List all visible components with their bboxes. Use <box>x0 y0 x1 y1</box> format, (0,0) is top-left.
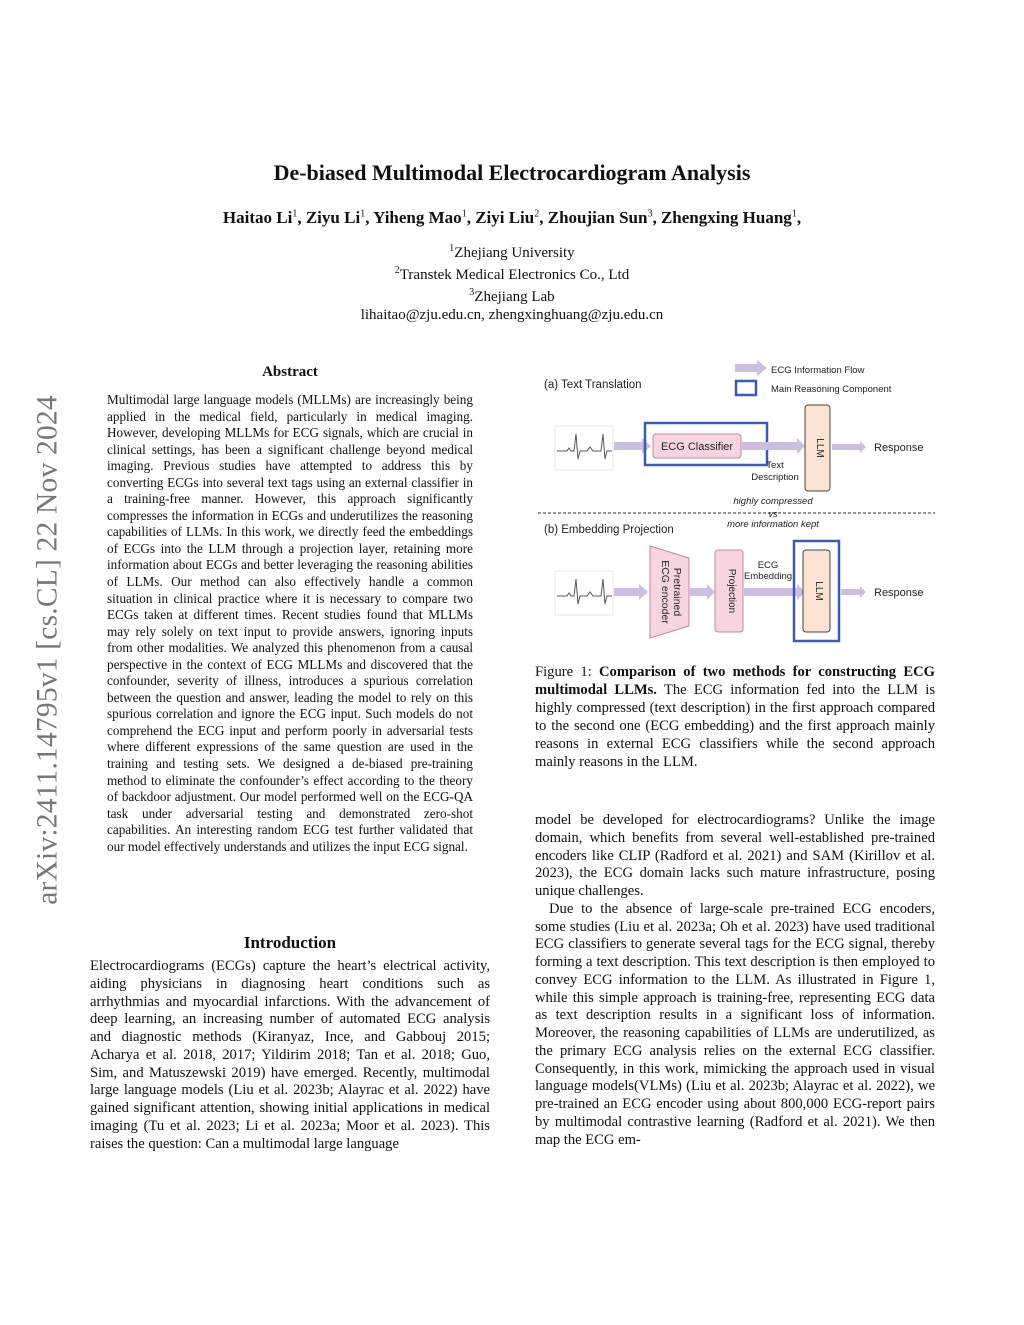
text-description-label: Text <box>766 460 784 471</box>
figure-1-diagram <box>535 355 935 655</box>
affiliation: $^3$Zhejiang Lab <box>469 287 555 305</box>
encoder-label: Pretrained <box>671 567 683 617</box>
introduction-text: Electrocardiograms (ECGs) capture the heart’s electrical activity, aiding physicians in diagnosing heart conditions such as arrhythmias and myocardial infarctions. With the advancement of deep learning, an increasing number of automated ECG analysis and diagnostic methods (Kiranyaz, Ince, and Gabbouj 2015; Acharya et al. 2018, 2017; Yildirim 2018; Tan et al. 2018; Guo, Sim, and Matuszewski 2019) have emerged. Recently, multimodal large language models (Liu et al. 2023b; Alayrac et al. 2022) have gained significant attention, showing initial applications in medical imaging (Tu et al. 2023; Li et al. 2023a; Moor et al. 2023). This raises the question: Can a multimodal large language <box>90 958 490 1152</box>
author: Yiheng Mao$^1$ <box>373 208 467 227</box>
author-list: Haitao Li$^1$, Ziyu Li$^1$, Yiheng Mao$^1$, Ziyi Liu$^2$, Zhoujian Sun$^3$, Zhengxing Huang$^1$, <box>222 208 802 227</box>
author: Haitao Li$^1$ <box>222 208 298 227</box>
figure-caption: Figure 1: Comparison of two methods for constructing ECG multimodal LLMs. The ECG information fed into the LLM is highly compressed (text description) in the first approach compared to the second one (ECG embedding) and the first approach mainly reasons in external ECG classifiers while the second approach mainly reasons in the LLM. <box>535 664 935 770</box>
legend-main-box <box>736 381 756 395</box>
response-arrow-a <box>832 441 866 453</box>
abstract-text: Multimodal large language models (MLLMs) are increasingly being applied in the medical field, particularly in medical imaging. However, developing MLLMs for ECG signals, which are crucial in clinical settings, has been a significant challenge beyond medical imaging. Previous studies have attempted to address this by converting ECGs into several text tags using an external classifier in a training-free manner. However, this approach significantly compresses the information in ECGs and underutilizes the reasoning capabilities of LLMs. In this work, we directly feed the embeddings of ECGs into the LLM through a projection layer, retaining more information about ECGs and better leveraging the reasoning abilities of LLMs. Our method can also effectively handle a common situation in clinical practice where it is necessary to compare two ECGs taken at different times. Recent studies found that MLLMs may rely solely on text input to provide answers, ignoring inputs from other modalities. We analyzed this phenomenon from a causal perspective in the context of ECG MLLMs and discovered that the confounder, severity of illness, introduces a spurious correlation between the question and answer, leading the model to rely on this spurious correlation and ignore the ECG input. Such models do not comprehend the ECG input and perform poorly in adversarial tests where different expressions of the same question are used in the training and testing sets. We designed a de-biased pre-training method to eliminate the confounder’s effect according to the theory of backdoor adjustment. Our model performed well on the ECG-QA task under adversarial testing and demonstrated zero-shot capabilities. An interesting random ECG test further validated that our model effectively understands and utilizes the input ECG signal. <box>107 392 473 854</box>
author: Zhengxing Huang$^1$ <box>660 208 797 227</box>
compressed-label: highly compressed <box>733 496 813 507</box>
arxiv-identifier: arXiv:2411.14795v1 [cs.CL] 22 Nov 2024 <box>31 395 64 905</box>
ecg-classifier-label: ECG Classifier <box>660 441 734 453</box>
legend-main-label: Main Reasoning Component <box>771 384 892 395</box>
author: Ziyu Li$^1$ <box>305 208 366 227</box>
flow-arrow-b1 <box>614 584 648 600</box>
introduction-heading: Introduction <box>243 933 337 952</box>
author-emails: lihaitao@zju.edu.cn, zhengxinghuang@zju.edu.cn <box>360 307 664 323</box>
legend-flow-arrow <box>735 360 767 376</box>
encoder-label: ECG encoder <box>659 560 671 624</box>
affiliation: $^2$Transtek Medical Electronics Co., Ltd <box>394 265 630 283</box>
ecg-signal-icon <box>555 571 613 615</box>
paragraph: Due to the absence of large-scale pre-trained ECG encoders, some studies (Liu et al. 2023a; Oh et al. 2023) have used traditional ECG classifiers to generate several tags for the ECG signal, thereby forming a text description. This text description is then employed to convey ECG information to the LLM. As illustrated in Figure 1, while this simple approach is training-free, representing ECG data as text description results in a significant loss of information. Moreover, the reasoning capabilities of LLMs are underutilized, as the primary ECG analysis relies on the external ECG classifier. Consequently, in this work, mimicking the approach used in visual language models(VLMs) (Liu et al. 2023b; Alayrac et al. 2022), we pre-trained an ECG encoder using about 800,000 ECG-report pairs by multimodal contrastive learning (Radford et al. 2021). We then map the ECG em- <box>535 900 935 1148</box>
llm-label-a: LLM <box>814 438 825 458</box>
llm-label-b: LLM <box>813 581 824 601</box>
flow-arrow-b2 <box>690 584 715 600</box>
flow-arrow-b3 <box>744 584 805 600</box>
paper-title: De-biased Multimodal Electrocardiogram Analysis <box>273 160 751 185</box>
response-label-b: Response <box>874 587 924 599</box>
affiliations <box>0 240 1024 324</box>
text-description-label: Description <box>751 472 799 483</box>
paragraph: model be developed for electrocardiograms? Unlike the image domain, which benefits from several well-established pre-trained encoders like CLIP (Radford et al. 2021) and SAM (Kirillov et al. 2023), the ECG domain lacks such mature infrastructure, posing unique challenges. <box>535 812 935 899</box>
response-label-a: Response <box>874 442 924 454</box>
legend-flow-label: ECG Information Flow <box>771 365 865 376</box>
abstract-heading: Abstract <box>262 364 318 380</box>
flow-arrow-a2 <box>741 438 805 454</box>
author: Ziyi Liu$^2$ <box>475 208 540 227</box>
author: Zhoujian Sun$^3$ <box>547 208 653 227</box>
right-column-text <box>535 812 935 1149</box>
panel-b-label: (b) Embedding Projection <box>544 524 674 536</box>
affiliation: $^1$Zhejiang University <box>449 243 575 261</box>
panel-a-label: (a) Text Translation <box>544 379 642 391</box>
more-info-label: more information kept <box>727 519 819 530</box>
vs-label: vs <box>768 509 778 519</box>
embedding-label: Embedding <box>743 571 793 582</box>
projection-label: Projection <box>726 568 737 614</box>
ecg-signal-icon <box>555 426 613 470</box>
response-arrow-b <box>841 586 866 598</box>
embedding-label: ECG <box>757 560 779 571</box>
